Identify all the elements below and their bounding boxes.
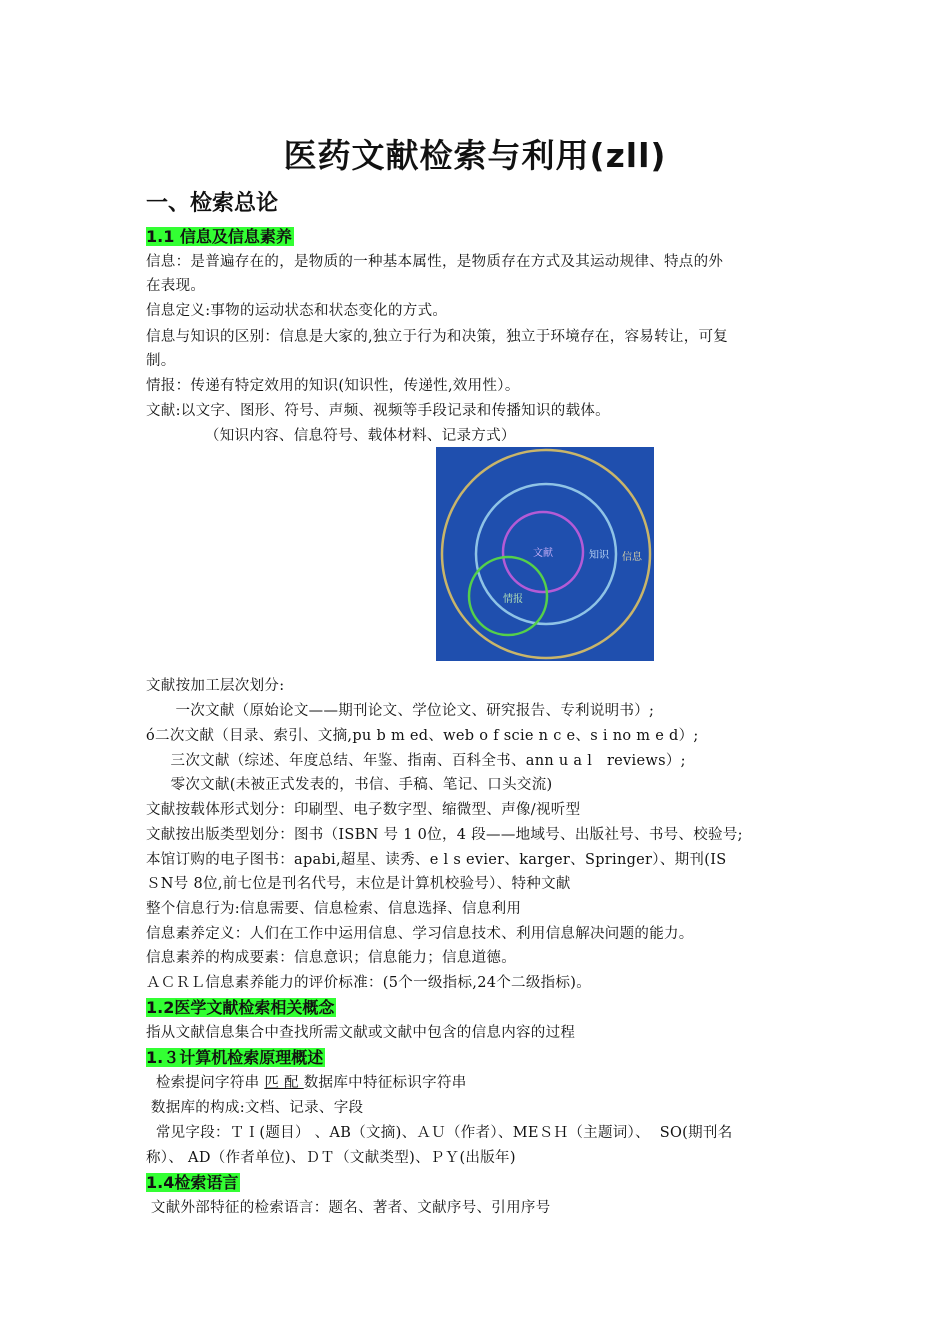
paragraph-line: 情报：传递有特定效用的知识(知识性，传递性,效用性）。 xyxy=(146,378,520,394)
section-heading-1-3: 1.３计算机检索原理概述 xyxy=(146,1048,324,1067)
qingbao-label: 情报 xyxy=(503,594,523,605)
paragraph-line: 称）、 AD（作者单位)、ＤＴ（文献类型)、ＰＹ(出版年) xyxy=(146,1150,516,1166)
paragraph-line: 信息素养的构成要素：信息意识；信息能力；信息道德。 xyxy=(146,950,516,966)
paragraph-line: ó二次文献（目录、索引、文摘,pu b m ed、web o f scie n c e、s i no m e d）; xyxy=(146,728,699,744)
paragraph-line: 制。 xyxy=(146,353,176,369)
section-heading-1-4: 1.4检索语言 xyxy=(146,1173,239,1192)
paragraph-line: 常见字段：ＴＩ(题目） 、AB（文摘)、ＡＵ（作者）、MEＳＨ（主题词）、 SO(期刊名 xyxy=(146,1125,733,1141)
xinxi-label: 信息 xyxy=(622,552,642,563)
paragraph-line: 文献按加工层次划分: xyxy=(146,678,285,694)
chapter-heading: 一、检索总论 xyxy=(146,191,279,216)
paragraph-line: 信息与知识的区别：信息是大家的,独立于行为和决策，独立于环境存在，容易转让，可复 xyxy=(146,329,729,345)
paragraph-line: 本馆订购的电子图书：apabi,超星、读秀、e l s evier、karger、Springer）、期刊(IS xyxy=(146,852,727,868)
section-heading-1-2: 1.2医学文献检索相关概念 xyxy=(146,998,335,1017)
paragraph-line: 指从文献信息集合中查找所需文献或文献中包含的信息内容的过程 xyxy=(146,1025,576,1041)
paragraph-line: 零次文献(未被正式发表的，书信、手稿、笔记、口头交流) xyxy=(146,777,553,793)
paragraph-line: 文献外部特征的检索语言：题名、著者、文献序号、引用序号 xyxy=(146,1200,551,1216)
paragraph-line: （知识内容、信息符号、载体材料、记录方式） xyxy=(146,428,516,444)
underlined-term: 匹 配 xyxy=(264,1075,304,1091)
paragraph-line: 整个信息行为:信息需要、信息检索、信息选择、信息利用 xyxy=(146,901,522,917)
information-concept-diagram xyxy=(436,447,654,661)
paragraph-line: 信息定义:事物的运动状态和状态变化的方式。 xyxy=(146,303,448,319)
page-title: 医药文献检索与利用(zll) xyxy=(283,136,667,175)
paragraph-line: 三次文献（综述、年度总结、年鉴、指南、百科全书、ann u a l reviews）; xyxy=(146,753,686,769)
paragraph-line: 一次文献（原始论文——期刊论文、学位论文、研究报告、专利说明书）; xyxy=(146,703,655,719)
paragraph-line: ＡＣＲＬ信息素养能力的评价标准：(5个一级指标,24个二级指标)。 xyxy=(146,975,591,991)
paragraph-line: 信息素养定义：人们在工作中运用信息、学习信息技术、利用信息解决问题的能力。 xyxy=(146,926,694,942)
section-heading-1-1: 1.1 信息及信息素养 xyxy=(146,227,292,246)
paragraph-line: 数据库的构成:文档、记录、字段 xyxy=(146,1100,364,1116)
paragraph-line: ＳN号 8位,前七位是刊名代号，末位是计算机校验号）、特种文献 xyxy=(146,876,571,892)
paragraph-line: 文献按载体形式划分：印刷型、电子数字型、缩微型、声像/视听型 xyxy=(146,802,581,818)
paragraph-line: 文献按出版类型划分：图书（ISBN 号 1 0位，4 段——地域号、出版社号、书号、校验号; xyxy=(146,827,743,843)
paragraph-line: 信息：是普遍存在的，是物质的一种基本属性，是物质存在方式及其运动规律、特点的外 xyxy=(146,254,724,270)
paragraph-line: 在表现。 xyxy=(146,278,206,294)
concentric-circles-figure xyxy=(436,447,654,661)
paragraph-line: 检索提问字符串 匹 配 数据库中特征标识字符串 xyxy=(146,1075,467,1091)
paragraph-line: 文献:以文字、图形、符号、声频、视频等手段记录和传播知识的载体。 xyxy=(146,403,610,419)
zhishi-label: 知识 xyxy=(589,550,609,561)
wenxian-label: 文献 xyxy=(533,548,553,559)
